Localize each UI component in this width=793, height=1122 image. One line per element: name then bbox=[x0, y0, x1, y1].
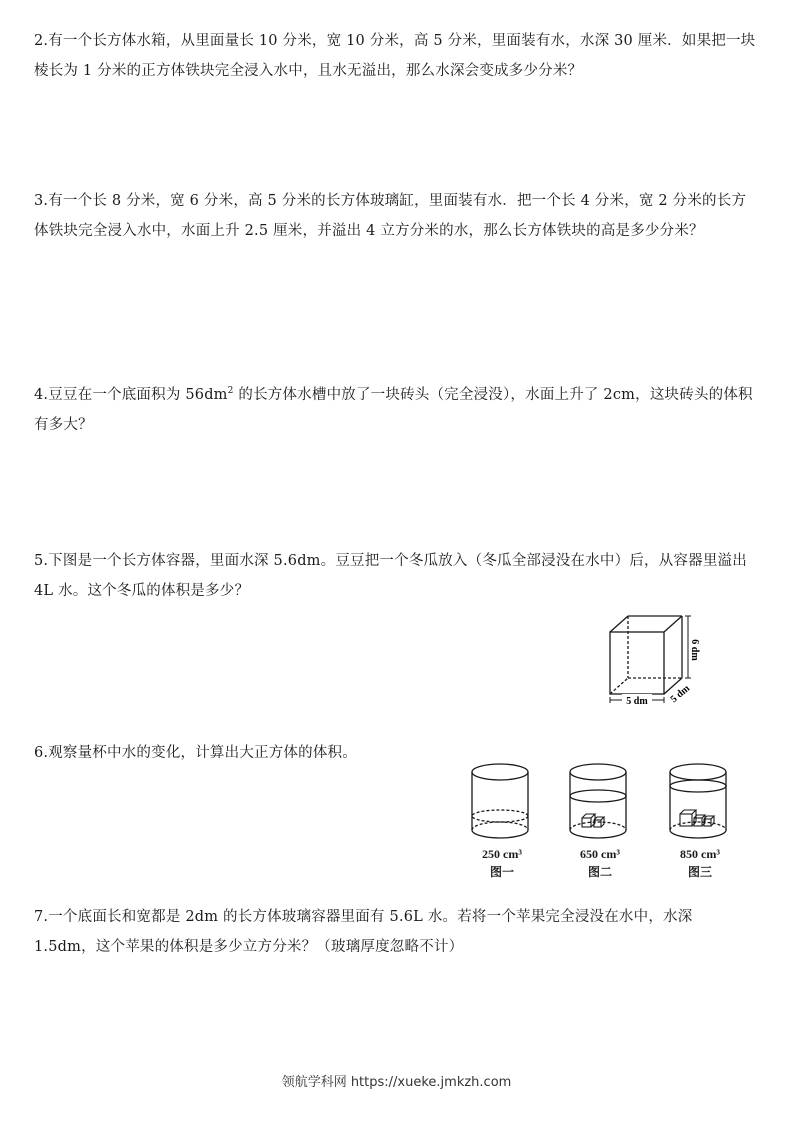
cup-3-volume: 850 cm³ bbox=[680, 847, 720, 861]
cuboid-edge bbox=[664, 616, 682, 632]
water-level bbox=[670, 780, 726, 792]
cuboid-front-face bbox=[610, 632, 664, 694]
question-4-text-b: 的长方体水槽中放了一块砖头（完全浸没），水面上升了 2cm，这块砖头的体积有多大？ bbox=[34, 387, 753, 433]
measuring-cup-3 bbox=[670, 764, 726, 838]
height-label: 6 dm bbox=[689, 639, 700, 661]
footer-watermark: 领航学科网 https://xueke.jmkzh.com bbox=[281, 1075, 512, 1090]
question-7: 7.一个底面长和宽都是 2dm 的长方体玻璃容器里面有 5.6L 水。若将一个苹果完全浸没在水中，水深 1.5dm，这个苹果的体积是多少立方分米？（玻璃厚度忽略不计） bbox=[34, 909, 693, 955]
question-6: 6.观察量杯中水的变化，计算出大正方体的体积。 bbox=[34, 745, 357, 761]
question-5: 5.下图是一个长方体容器，里面水深 5.6dm。豆豆把一个冬瓜放入（冬瓜全部浸没在水中）后，从容器里溢出 4L 水。这个冬瓜的体积是多少？ bbox=[34, 553, 747, 599]
length-label: 5 dm bbox=[626, 696, 648, 707]
width-label: 5 dm bbox=[668, 682, 693, 706]
question-3: 3.有一个长 8 分米，宽 6 分米，高 5 分米的长方体玻璃缸，里面装有水．把一个长 4 分米，宽 2 分米的长方体铁块完全浸入水中，水面上升 2.5 厘米，并溢出 4 立方分米的水，那么长方体铁块的高是多少分米？ bbox=[34, 193, 747, 239]
small-cube-icon bbox=[582, 814, 595, 827]
cuboid-container-figure bbox=[604, 610, 700, 710]
question-4 bbox=[34, 380, 758, 440]
cup-1-caption: 图一 bbox=[489, 865, 515, 879]
measuring-cups-figure bbox=[468, 762, 738, 884]
question-4-text-a: 4.豆豆在一个底面积为 56dm bbox=[34, 387, 228, 403]
squared-superscript: 2 bbox=[227, 386, 234, 397]
cup-2-volume: 650 cm³ bbox=[580, 847, 620, 861]
cuboid-edge bbox=[610, 616, 628, 632]
water-level bbox=[472, 810, 528, 822]
cuboid-hidden-edge bbox=[610, 678, 628, 694]
cup-1-volume: 250 cm³ bbox=[482, 847, 522, 861]
water-level bbox=[570, 790, 626, 802]
question-2: 2.有一个长方体水箱，从里面量长 10 分米，宽 10 分米，高 5 分米，里面装有水，水深 30 厘米．如果把一块棱长为 1 分米的正方体铁块完全浸入水中，且水无溢出，那么水深会变成多少分米？ bbox=[34, 33, 756, 79]
measuring-cup-1 bbox=[472, 764, 528, 838]
measuring-cup-2 bbox=[570, 764, 626, 838]
cup-3-caption: 图三 bbox=[687, 865, 713, 879]
cup-2-caption: 图二 bbox=[587, 865, 613, 879]
